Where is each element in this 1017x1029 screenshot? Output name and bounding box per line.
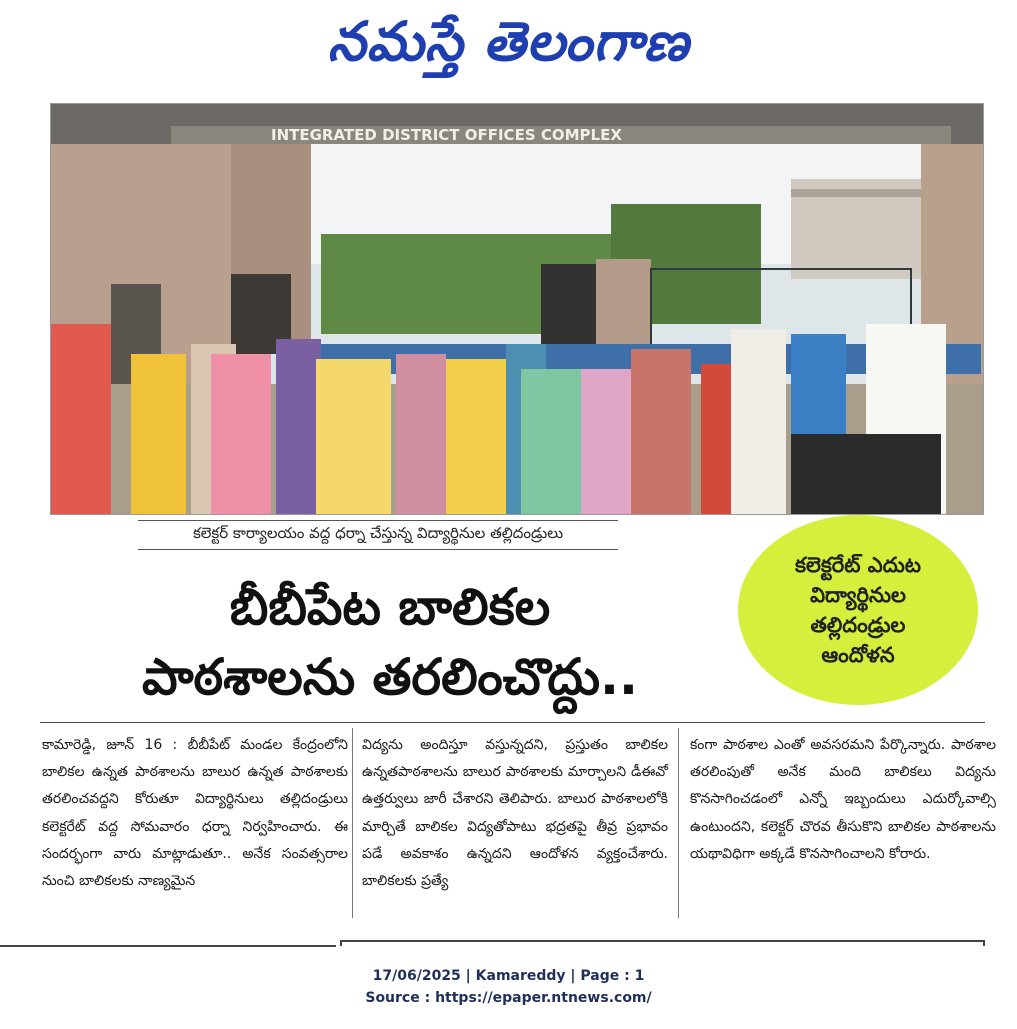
highlight-line-4: ఆందోళన [821,643,895,667]
news-photo [50,103,984,515]
masthead-title: నమస్తే తెలంగాణ [327,9,690,73]
highlight-line-1: కలెక్టరేట్ ఎదుట [794,553,922,577]
column-divider [352,728,353,918]
article-column-3-text: కంగా పాఠశాల ఎంతో అవసరమని పేర్కొన్నారు. పాఠశాల తరలింపుతో అనేక మంది బాలికలు విద్యను కొనసాగించడంలో ఎన్నో ఇబ్బందులు ఎదుర్కోవాల్సి ఉంటుందని, కలెక్టర్ చొరవ తీసుకొని బాలికల పాఠశాలను యథావిధిగా అక్కడే కొనసాగించాలని కోరారు. [690,737,996,862]
protest-photo-illustration [51,104,983,514]
article-column-1-text: కామారెడ్డి, జూన్ 16 : బీబీపేట్ మండల కేంద్రంలోని బాలికల ఉన్నత పాఠశాలను బాలుర ఉన్నత పాఠశాలకు తరలించవద్దని కోరుతూ విద్యార్థినులు తల్లిదండ్రులు కలెక్టరేట్ వద్ద సోమవారం ధర్నా నిర్వహించారు. ఈ సందర్భంగా వారు మాట్లాడుతూ.. అనేక సంవత్సరాల నుంచి బాలికలకు నాణ్యమైన [42,737,348,890]
page-footer [0,965,1017,1009]
column-divider [678,728,679,918]
next-article-border [340,940,985,946]
highlight-line-3: తల్లిదండ్రుల [810,613,906,637]
article-column-3 [690,732,996,868]
gate-sign-text: INTEGRATED DISTRICT OFFICES COMPLEX [271,126,622,144]
headline-divider [40,722,985,723]
headline-line-2: పాఠశాలను తరలించొద్దు.. [141,648,639,706]
highlight-line-2: విద్యార్థినుల [810,583,906,607]
article-column-2-text: విద్యను అందిస్తూ వస్తున్నదని, ప్రస్తుతం బాలికల ఉన్నతపాఠశాలను బాలుర పాఠశాలకు మార్చాలని డీఈవో ఉత్తర్వులు జారీ చేశారని తెలిపారు. బాలుర పాఠశాలలోకి మార్చితే బాలికల విద్యతోపాటు భద్రతపై తీవ్ర ప్రభావం పడే అవకాశం ఉన్నదని ఆందోళన వ్యక్తంచేశారు. బాలికలకు ప్రత్యే [362,737,668,890]
footer-source: Source : https://epaper.ntnews.com/ [365,990,652,1006]
article-column-2 [362,732,668,895]
highlight-bubble [738,515,978,705]
photo-caption-text: కలెక్టర్ కార్యాలయం వద్ద ధర్నా చేస్తున్న విద్యార్థినుల తల్లిదండ్రులు [192,524,564,542]
photo-caption [138,520,618,550]
article-column-1 [42,732,348,895]
newspaper-masthead [0,0,1017,96]
article-bottom-rule [0,945,336,947]
article-headline [40,572,740,712]
footer-date-edition: 17/06/2025 | Kamareddy | Page : 1 [372,968,645,984]
headline-line-1: బీబీపేట బాలికల [229,578,551,636]
